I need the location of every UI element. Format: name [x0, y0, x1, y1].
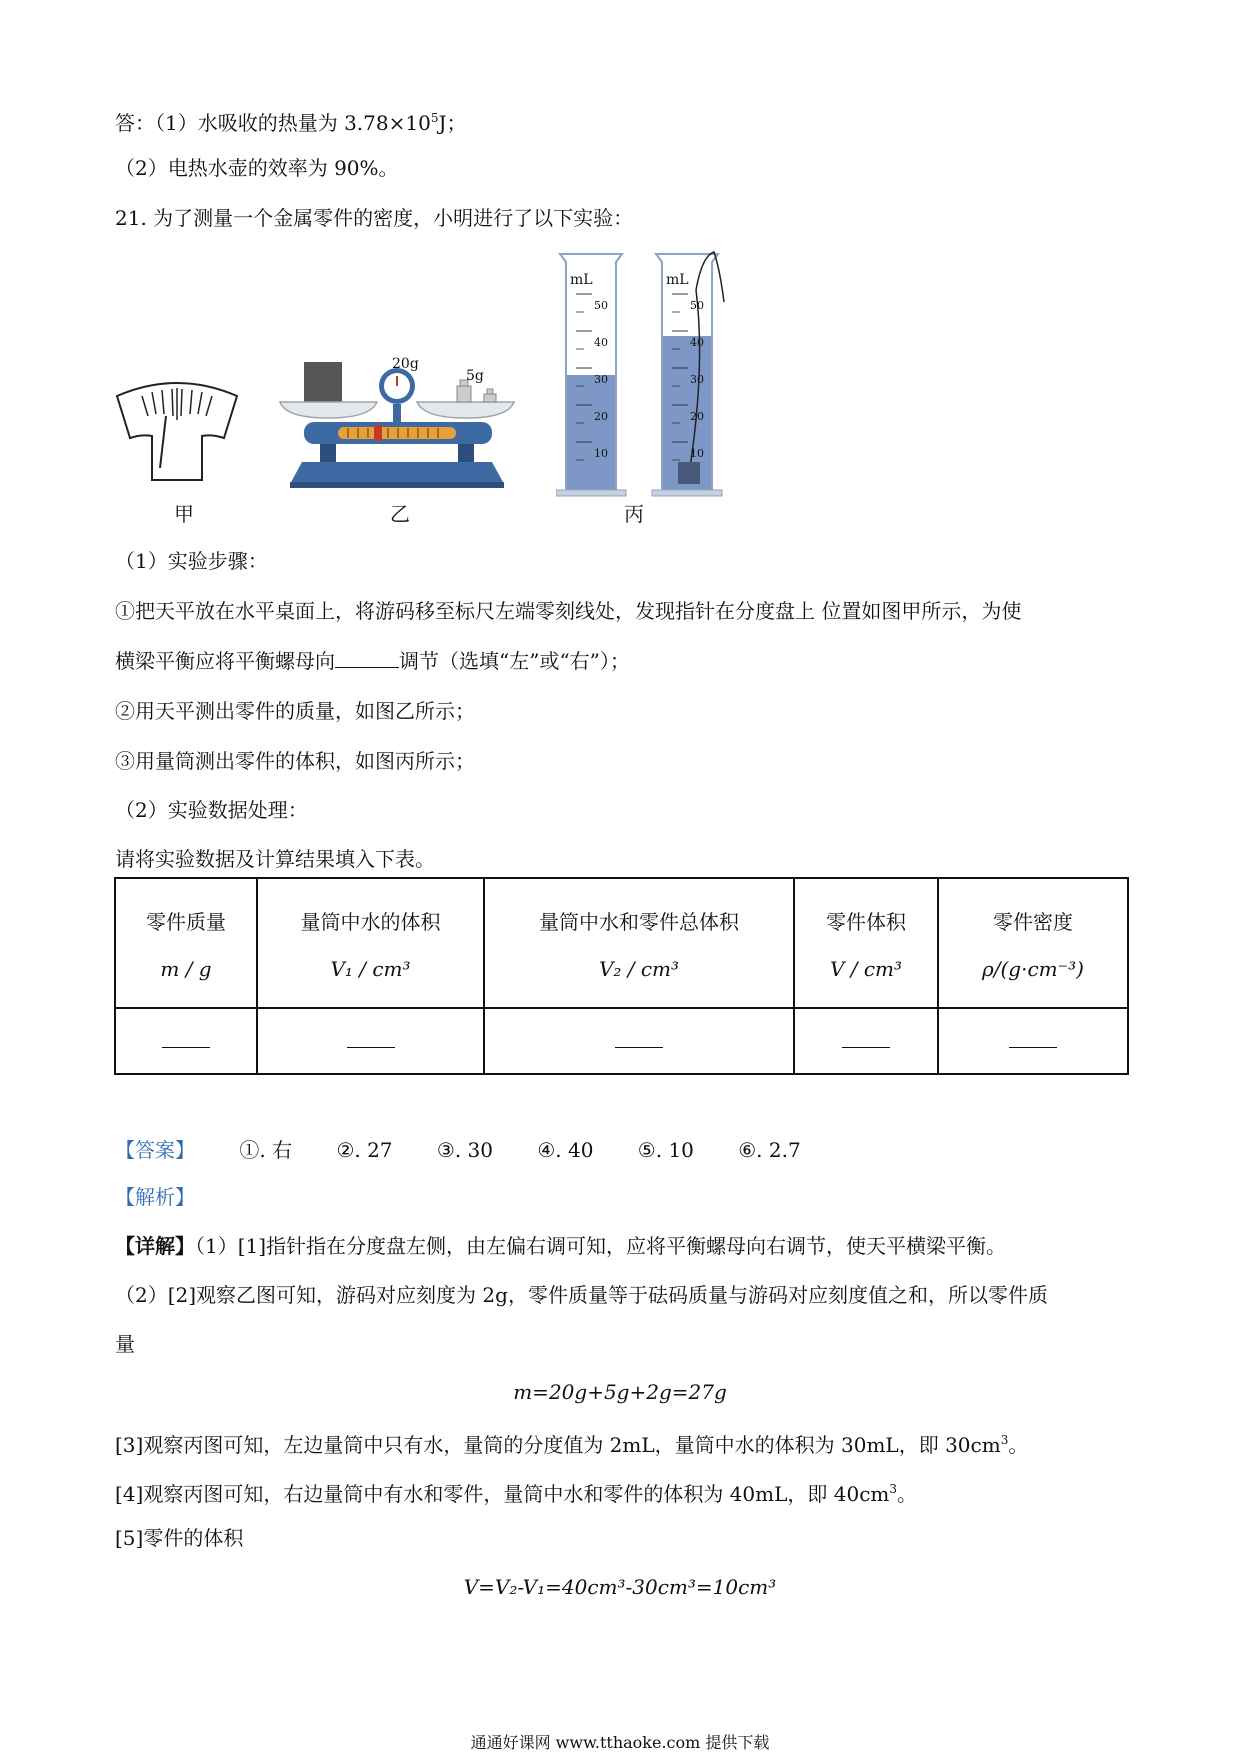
tick-label: 10	[594, 447, 608, 460]
tick-label: 50	[690, 299, 704, 312]
answer-item: ⑤. 10	[637, 1138, 694, 1162]
figure-jia-label: 甲	[174, 502, 194, 526]
tick-label: 30	[594, 373, 608, 386]
footer-text: 通通好课网 www.tthaoke.com 提供下载	[470, 1733, 770, 1752]
step-heading: （1）实验步骤：	[115, 549, 268, 573]
analysis-p4: [4]观察丙图可知，右边量筒中有水和零件，量筒中水和零件的体积为 40mL，即 $40cm^3$。	[115, 1482, 917, 1506]
answer-line	[115, 1134, 839, 1163]
answer-blank[interactable]	[162, 1033, 210, 1048]
cylinder-left-unit: mL	[570, 272, 593, 288]
data-table	[114, 877, 1129, 1075]
detail-label: 【详解】	[115, 1234, 195, 1258]
step2: ②用天平测出零件的质量，如图乙所示；	[115, 699, 475, 723]
table-cell-blank[interactable]	[115, 1008, 257, 1074]
tick-label: 50	[594, 299, 608, 312]
prev-answer-2: （2）电热水壶的效率为 90%。	[115, 156, 399, 180]
header-unit: V₂ / cm³	[598, 956, 680, 981]
weight-20g-label: 20g	[392, 356, 419, 372]
analysis-p2-line2: 量	[115, 1332, 135, 1356]
figure-yi-balance	[272, 356, 522, 490]
tick-label: 40	[690, 336, 704, 349]
prev-answer-1-suffix: J；	[438, 111, 467, 135]
analysis-label: 【解析】	[115, 1185, 195, 1209]
analysis-p2-line1: （2）[2]观察乙图可知，游码对应刻度为 2g，零件质量等于砝码质量与游码对应刻度值之和，所以零件质	[115, 1283, 1048, 1307]
header-name: 零件质量	[146, 909, 226, 934]
answer-item: ②. 27	[336, 1138, 393, 1162]
answer-item: ④. 40	[537, 1138, 594, 1162]
prev-answer-1-text: 答：（1）水吸收的热量为 3.78×10	[115, 111, 431, 135]
table-header-cell	[484, 878, 794, 1008]
step1-line2-a: 横梁平衡应将平衡螺母向	[115, 649, 335, 673]
table-header-row	[115, 878, 1128, 1008]
header-name: 量筒中水的体积	[300, 909, 441, 934]
header-unit: V₁ / cm³	[330, 956, 411, 981]
header-name: 零件密度	[993, 909, 1073, 934]
tick-label: 40	[594, 336, 608, 349]
table-intro: 请将实验数据及计算结果填入下表。	[115, 847, 435, 871]
answer-blank[interactable]	[335, 653, 399, 668]
table-header-cell	[115, 878, 257, 1008]
tick-label: 10	[690, 447, 704, 460]
header-unit: V / cm³	[829, 956, 903, 981]
step3: ③用量筒测出零件的体积，如图丙所示；	[115, 749, 475, 773]
answer-blank[interactable]	[347, 1033, 395, 1048]
question-title: 21. 为了测量一个金属零件的密度，小明进行了以下实验：	[115, 206, 634, 230]
prev-answer-1-exp: 5	[430, 111, 439, 125]
answer-blank[interactable]	[842, 1033, 890, 1048]
answer-label: 【答案】	[115, 1138, 195, 1162]
step1-line2-b: 调节（选填“左”或“右”）；	[399, 649, 630, 673]
analysis-p4-text: [4]观察丙图可知，右边量筒中有水和零件，量筒中水和零件的体积为 40mL，即 40cm	[115, 1482, 890, 1506]
table-cell-blank[interactable]	[484, 1008, 794, 1074]
header-name: 零件体积	[826, 909, 906, 934]
table-row	[115, 1008, 1128, 1074]
analysis-p4-suffix: 。	[897, 1482, 917, 1506]
prev-answer-1	[115, 104, 467, 137]
cylinder-right-unit: mL	[666, 272, 689, 288]
analysis-p1	[115, 1232, 1006, 1260]
tick-label: 30	[690, 373, 704, 386]
table-cell-blank[interactable]	[257, 1008, 484, 1074]
figure-yi-label: 乙	[390, 502, 410, 526]
answer-item: ③. 30	[436, 1138, 493, 1162]
table-cell-blank[interactable]	[938, 1008, 1128, 1074]
analysis-p3-suffix: 。	[1008, 1433, 1029, 1457]
tick-label: 20	[594, 410, 608, 423]
analysis-p3-text: [3]观察丙图可知，左边量筒中只有水，量筒的分度值为 2mL，量筒中水的体积为 30mL，即 30cm	[115, 1433, 1001, 1457]
answer-blank[interactable]	[615, 1033, 663, 1048]
answer-item: ⑥. 2.7	[738, 1138, 801, 1162]
header-unit: ρ/(g·cm⁻³)	[981, 956, 1084, 981]
data-heading: （2）实验数据处理：	[115, 798, 308, 822]
header-unit: m / g	[160, 956, 212, 981]
step1-line1: ①把天平放在水平桌面上，将游码移至标尺左端零刻线处，发现指针在分度盘上 位置如图甲所示，为使	[115, 599, 1022, 623]
table-header-cell	[938, 878, 1128, 1008]
step1-line2	[115, 647, 630, 675]
equation-volume: V=V₂-V₁=40cm³-30cm³=10cm³	[463, 1575, 777, 1599]
analysis-p3: [3]观察丙图可知，左边量筒中只有水，量筒的分度值为 2mL，量筒中水的体积为 30mL，即 $30cm^3$。	[115, 1433, 1029, 1457]
table-header-cell	[257, 878, 484, 1008]
answer-item: ①. 右	[239, 1138, 293, 1162]
equation-mass: m=20g+5g+2g=27g	[513, 1380, 727, 1404]
tick-label: 20	[690, 410, 704, 423]
analysis-p5: [5]零件的体积	[115, 1526, 244, 1550]
table-cell-blank[interactable]	[794, 1008, 938, 1074]
figure-bing-label: 丙	[624, 502, 644, 526]
weight-5g-label: 5g	[466, 368, 484, 384]
cylinder-left-ticks	[594, 287, 608, 472]
figure-jia-dial	[112, 376, 242, 484]
table-header-cell	[794, 878, 938, 1008]
analysis-p1-text: （1）[1]指针指在分度盘左侧，由左偏右调可知，应将平衡螺母向右调节，使天平横梁平衡。	[195, 1234, 1007, 1258]
cylinder-right-ticks	[690, 287, 704, 472]
answer-blank[interactable]	[1009, 1033, 1057, 1048]
header-name: 量筒中水和零件总体积	[539, 909, 739, 934]
